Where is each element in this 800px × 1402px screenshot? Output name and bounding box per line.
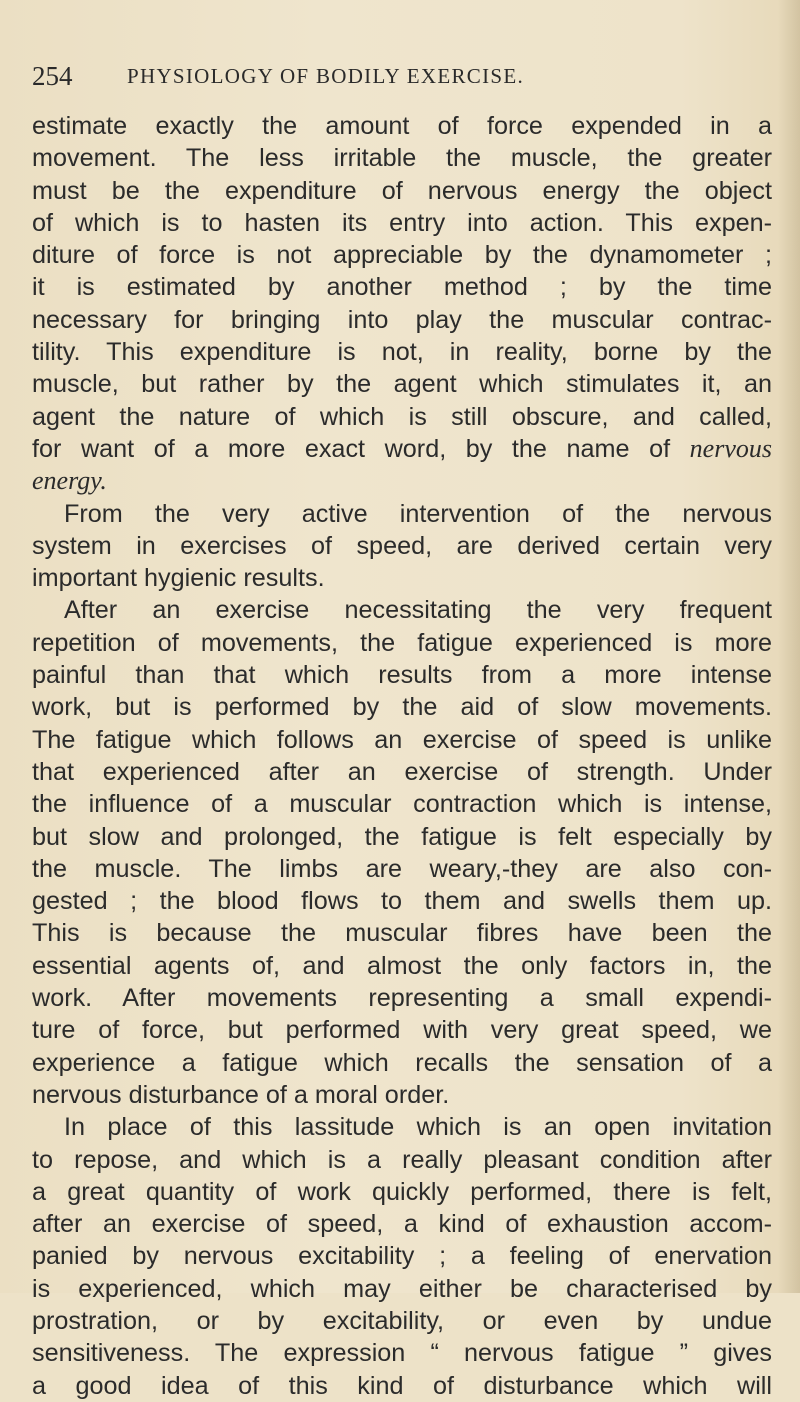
text-line: a great quantity of work quickly performed, there is felt,	[32, 1177, 772, 1206]
text-line: In place of this lassitude which is an open invitation	[64, 1113, 772, 1142]
text-line: is experienced, which may either be characterised by	[32, 1274, 772, 1303]
text-line: nervous disturbance of a moral order.	[32, 1080, 450, 1109]
text-line: This is because the muscular fibres have been the	[32, 919, 772, 948]
paragraph-3	[32, 594, 772, 1111]
text-line: a good idea of this kind of disturbance which will	[32, 1371, 772, 1400]
text-line: After an exercise necessitating the very frequent	[64, 596, 772, 625]
text-line: the influence of a muscular contraction which is intense,	[32, 790, 772, 819]
text-line: diture of force is not appreciable by the dynamometer ;	[32, 241, 772, 270]
paragraph-4	[32, 1111, 772, 1402]
page-edge-shadow	[778, 0, 800, 1293]
text-line: prostration, or by excitability, or even by undue	[32, 1306, 772, 1335]
text-line: repetition of movements, the fatigue experienced is more	[32, 628, 772, 657]
italic-term: energy.	[32, 466, 107, 496]
text-line: panied by nervous excitability ; a feeling of enervation	[32, 1242, 772, 1271]
text-line: it is estimated by another method ; by the time	[32, 273, 772, 302]
text-line: gested ; the blood flows to them and swells them up.	[32, 887, 772, 916]
text-line: sensitiveness. The expression “ nervous fatigue ” gives	[32, 1339, 772, 1368]
text-line: movement. The less irritable the muscle, the greater	[32, 144, 772, 173]
text-line: important hygienic results.	[32, 564, 325, 593]
text-line	[32, 465, 772, 497]
text-line: of which is to hasten its entry into action. This expen-	[32, 208, 772, 237]
text-line-with-italic	[32, 433, 772, 465]
text-line: muscle, but rather by the agent which stimulates it, an	[32, 370, 772, 399]
body-text	[32, 110, 772, 1402]
text-line: work. After movements representing a small expendi-	[32, 984, 772, 1013]
text-line: must be the expenditure of nervous energy the object	[32, 176, 772, 205]
text-line: ture of force, but performed with very great speed, we	[32, 1016, 772, 1045]
text-line: estimate exactly the amount of force expended in a	[32, 112, 772, 140]
text-line: to repose, and which is a really pleasant condition after	[32, 1145, 772, 1174]
text-line: that experienced after an exercise of strength. Under	[32, 757, 772, 786]
text-line: painful than that which results from a more intense	[32, 661, 772, 690]
text-line: work, but is performed by the aid of slow movements.	[32, 693, 772, 722]
text-line: The fatigue which follows an exercise of speed is unlike	[32, 725, 772, 754]
text-line: but slow and prolonged, the fatigue is felt especially by	[32, 822, 772, 851]
text-line: essential agents of, and almost the only factors in, the	[32, 951, 772, 980]
text-line: after an exercise of speed, a kind of exhaustion accom-	[32, 1210, 772, 1239]
text-line: agent the nature of which is still obscure, and called,	[32, 402, 772, 431]
text-segment: for want of a more exact word, by the name of	[32, 434, 671, 463]
page-number: 254	[32, 61, 73, 91]
text-line: the muscle. The limbs are weary,-they are also con-	[32, 854, 772, 883]
text-line: necessary for bringing into play the muscular contrac-	[32, 305, 772, 334]
text-line: tility. This expenditure is not, in reality, borne by the	[32, 338, 772, 367]
text-line: From the very active intervention of the nervous	[64, 499, 772, 528]
running-title: PHYSIOLOGY OF BODILY EXERCISE.	[127, 64, 525, 88]
text-line: experience a fatigue which recalls the sensation of a	[32, 1048, 772, 1077]
paragraph-1	[32, 110, 772, 498]
italic-term: nervous	[689, 433, 772, 463]
paragraph-2	[32, 498, 772, 595]
page-header	[32, 58, 772, 94]
text-line: system in exercises of speed, are derived certain very	[32, 531, 772, 560]
